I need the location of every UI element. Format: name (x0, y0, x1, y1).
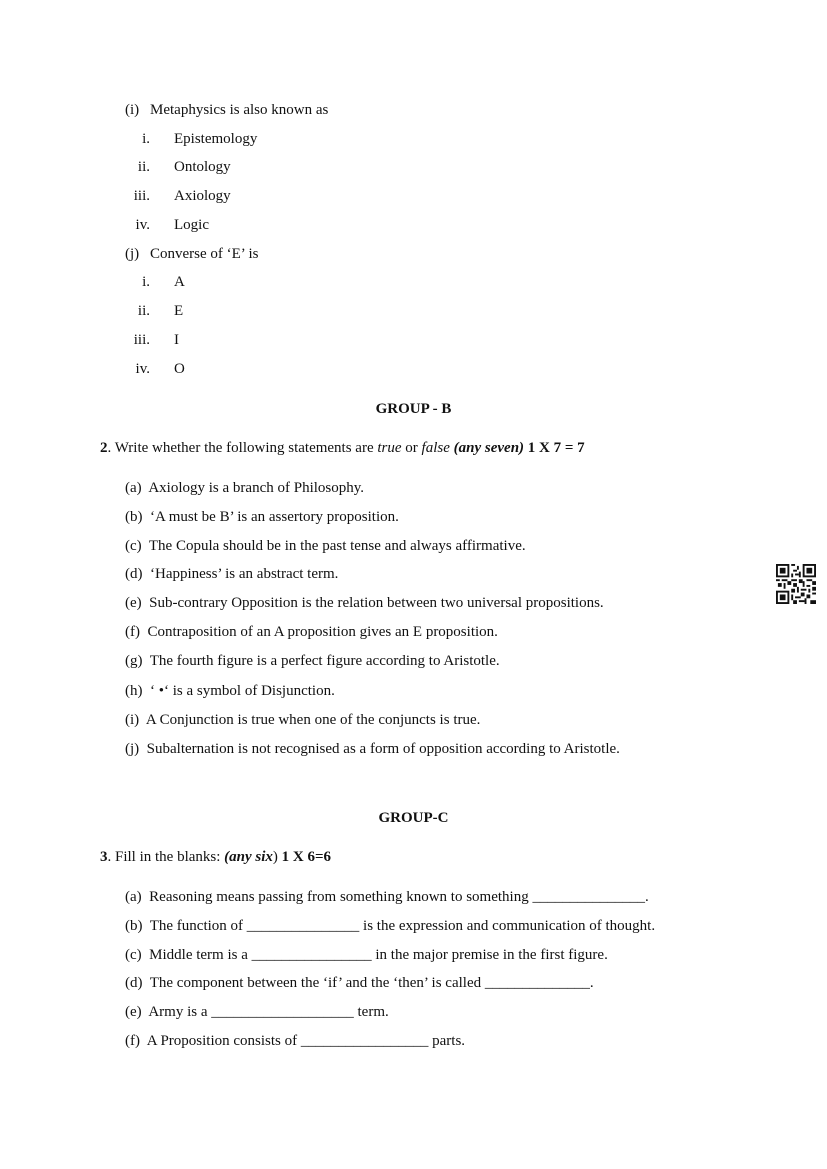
group-b-heading: GROUP - B (375, 401, 452, 417)
option-number: iii. (133, 332, 150, 348)
statement-label: (e) (125, 1004, 142, 1020)
statement-text: The Copula should be in the past tense and always affirmative. (148, 538, 526, 554)
statement (125, 479, 364, 497)
statement-label: (j) (125, 741, 140, 757)
option-number: iv. (135, 361, 150, 377)
option-text: O (174, 361, 185, 377)
option-number: i. (142, 131, 150, 147)
option-text: Epistemology (174, 131, 258, 147)
statement-text: ‘Happiness’ is an abstract term. (150, 566, 339, 582)
statement-text: Axiology is a branch of Philosophy. (148, 480, 365, 496)
option-text: Axiology (174, 188, 231, 204)
statement (125, 565, 338, 583)
statement (125, 682, 335, 700)
statement-label: (f) (125, 1033, 140, 1049)
statement-text: ‘ •‘ is a symbol of Disjunction. (150, 683, 335, 699)
statement-text: A Proposition consists of _________________ parts. (146, 1033, 466, 1049)
instruction-true: true (377, 440, 402, 456)
statement-label: (g) (125, 653, 143, 669)
statement (125, 946, 608, 964)
statement (125, 1032, 465, 1050)
statement-text: Reasoning means passing from something known to something _______________. (149, 889, 649, 905)
statement-text: The function of _______________ is the expression and communication of thought. (149, 918, 656, 934)
question-label: (j) (125, 246, 140, 262)
option-number: ii. (137, 159, 150, 175)
statement (125, 974, 594, 992)
statement-text: Subalternation is not recognised as a form of opposition according to Aristotle. (146, 741, 620, 757)
statement-label: (b) (125, 509, 143, 525)
statement (125, 623, 498, 641)
statement-label: (a) (125, 480, 142, 496)
option-number: i. (142, 274, 150, 290)
group-c-heading: GROUP-C (378, 810, 449, 826)
statement-label: (d) (125, 975, 143, 991)
option-number: iii. (133, 188, 150, 204)
option-text: E (174, 303, 184, 319)
question-text: Metaphysics is also known as (150, 102, 329, 118)
statement (125, 537, 526, 555)
statement-text: Sub-contrary Opposition is the relation between two universal propositions. (149, 595, 604, 611)
option-text: A (174, 274, 185, 290)
option-number: ii. (137, 303, 150, 319)
statement-text: The component between the ‘if’ and the ‘then’ is called ______________. (149, 975, 594, 991)
statement-text: Contraposition of an A proposition gives an E proposition. (147, 624, 498, 640)
statement-label: (h) (125, 683, 143, 699)
instruction-close: ) (272, 849, 278, 865)
instruction-any: (any six (224, 849, 273, 865)
option-text: Ontology (174, 159, 231, 175)
statement-text: A Conjunction is true when one of the conjuncts is true. (145, 712, 481, 728)
statement-text: Middle term is a ________________ in the major premise in the first figure. (149, 947, 608, 963)
question-number: 3 (100, 849, 108, 865)
statement-text: ‘A must be B’ is an assertory proposition. (150, 509, 399, 525)
group-c-instruction (100, 848, 331, 866)
instruction-text: . Write whether the following statements are (107, 440, 378, 456)
statement-label: (c) (125, 538, 142, 554)
group-b-instruction (100, 439, 585, 457)
statement-label: (e) (125, 595, 142, 611)
qr-code-icon (776, 564, 816, 604)
statement-label: (f) (125, 624, 140, 640)
statement-text: The fourth figure is a perfect figure according to Aristotle. (149, 653, 500, 669)
instruction-text: . Fill in the blanks: (107, 849, 225, 865)
option-text: I (174, 332, 179, 348)
statement (125, 740, 620, 758)
statement-label: (c) (125, 947, 142, 963)
instruction-any: (any seven) (453, 440, 525, 456)
question-number: 2 (100, 440, 108, 456)
statement (125, 594, 604, 612)
instruction-marks: 1 X 7 = 7 (524, 440, 585, 456)
instruction-marks: 1 X 6=6 (277, 849, 332, 865)
question-text: Converse of ‘E’ is (150, 246, 259, 262)
option-number: iv. (135, 217, 150, 233)
statement (125, 652, 500, 670)
option-text: Logic (174, 217, 209, 233)
instruction-false: false (421, 440, 450, 456)
statement (125, 508, 399, 526)
statement-label: (i) (125, 712, 140, 728)
statement-label: (a) (125, 889, 142, 905)
statement (125, 888, 649, 906)
instruction-or: or (401, 440, 422, 456)
statement-label: (d) (125, 566, 143, 582)
question-label: (i) (125, 102, 140, 118)
statement-label: (b) (125, 918, 143, 934)
statement (125, 917, 655, 935)
statement (125, 1003, 389, 1021)
statement (125, 711, 480, 729)
statement-text: Army is a ___________________ term. (148, 1004, 389, 1020)
